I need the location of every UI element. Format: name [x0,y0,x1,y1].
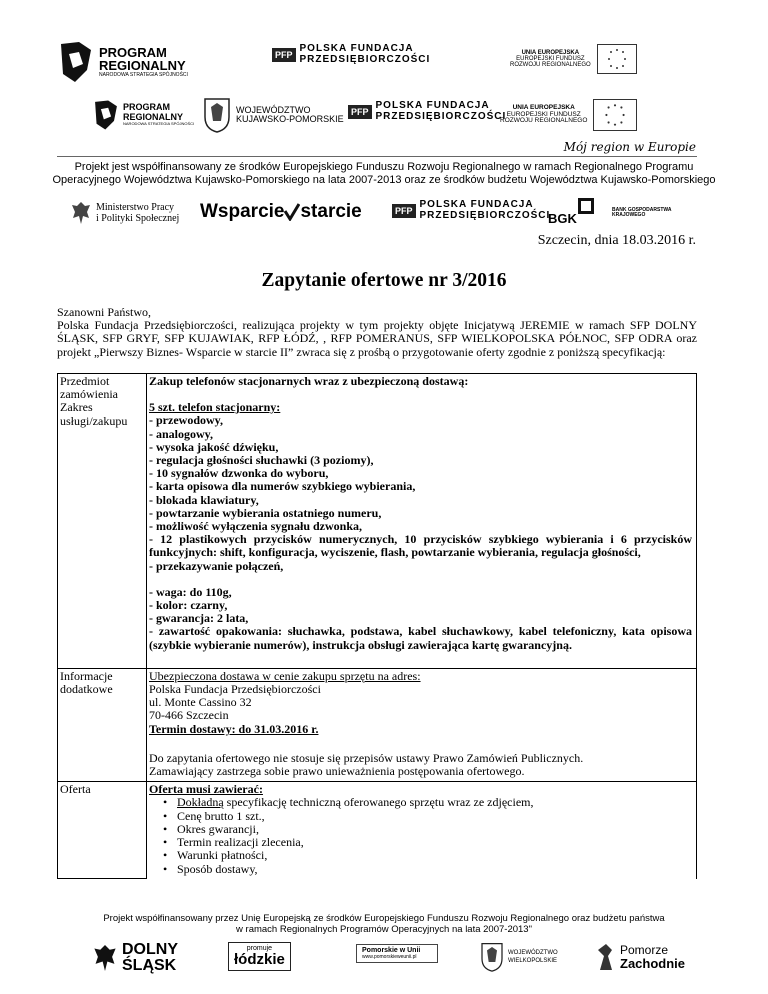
check-icon [284,203,300,221]
info-cell: Ubezpieczona dostawa w cenie zakupu sprzętu na adres: Polska Fundacja Przedsiębiorczości ul. Monte Cassino 32 70-466 Szczecin Termin dostawy: do 31.03.2016 r. Do zapytania ofertowego nie stosuje się przepisów ustawy Prawo Zamówień Publicznych. Zamawiający zastrzega sobie prawo unieważnienia postępowania ofertowego. [147,668,697,781]
label-przedmiot: Przedmiot zamówienia Zakres usługi/zakupu [58,374,147,669]
pfp-logo-third: PFP POLSKA FUNDACJA PRZEDSIĘBIORCZOŚCI [392,200,550,221]
table-row [58,668,697,781]
table-row [58,782,697,879]
eu-logo-second: UNIA EUROPEJSKA EUROPEJSKI FUNDUSZ ROZWOJU REGIONALNEGO [500,99,637,131]
document-date: Szczecin, dnia 18.03.2016 r. [537,233,696,248]
pomorskie-logo: Pomorskie w Unii www.pomorskieweunii.pl [356,944,438,963]
pomorze-zachodnie-logo: Pomorze Zachodnie [596,942,685,972]
list-item: • Okres gwarancji, [163,823,692,836]
eagle-icon [70,200,92,226]
pfp-logo-second: PFP POLSKA FUNDACJA PRZEDSIĘBIORCZOŚCI [348,101,506,122]
pfp-mark: PFP [272,48,296,62]
coat-of-arms-icon [203,97,231,133]
spec-cell: Zakup telefonów stacjonarnych wraz z ubezpieczoną dostawą: 5 szt. telefon stacjonarny: - przewodowy, - analogowy, - wysoka jakość dźwięku, - regulacja głośności słuchawki (3 poziomy), - 10 sygnałów dzwonka do wyboru, - karta opisowa dla numerów szybkiego wybierania, - blokada klawiatury, - powtarzanie wybierania ostatniego numeru, - możliwość wyłączenia sygnału dzwonka, - 12 plastikowych przycisków numerycznych, 10 przycisków szybkiego wybierania i 6 przycisków funkcyjnych: shift, konfiguracja, wyciszenie, flash, powtarzanie wybierania, regulacja głośności, - przekazywanie połączeń, - waga: do 110g, - kolor: czarny, - gwarancja: 2 lata, - zawartość opakowania: słuchawka, podstawa, kabel słuchawkowy, kabel telefoniczny, kata opisowa (szybkie wybieranie numerów), instrukcja obsługi zawierająca kartę gwarancyjną. [147,374,697,669]
slogan: Mój region w Europie [563,140,696,154]
map-icon [57,40,95,84]
dolny-slask-logo: DOLNY ŚLĄSK [92,942,178,974]
wsparcie-logo: Wsparcie starcie [200,201,362,222]
pfp-logo-top: PFP POLSKA FUNDACJA PRZEDSIĘBIORCZOŚCI [272,44,430,65]
list-item: • Termin realizacji zlecenia, [163,836,692,849]
project-line: Projekt jest współfinansowany ze środków Europejskiego Funduszu Rozwoju Regionalnego w ramach Regionalnego Programu Operacyjnego Województwa Kujawsko-Pomorskiego na lata 2007-2013 oraz ze środków budżetu Województwa Kujawsko-Pomorskiego [52,161,716,186]
label-informacje: Informacje dodatkowe [58,668,147,781]
pfp-mark: PFP [392,204,416,218]
table-row [58,374,697,669]
logo-row-third [0,198,768,234]
griffin-icon [596,942,616,972]
offer-list [149,796,692,875]
program-regionalny-logo-2: PROGRAM REGIONALNY NARODOWA STRATEGIA SPÓJNOŚCI [92,99,194,131]
label-oferta: Oferta [58,782,147,879]
list-item: • Warunki płatności, [163,849,692,862]
list-item: • Cenę brutto 1 szt., [163,810,692,823]
coat-of-arms-icon [480,942,504,972]
eu-flag-icon [597,44,637,74]
list-item: • Dokładną specyfikację techniczną oferowanego sprzętu wraz ze zdjęciem, [163,796,692,809]
bottom-logos [0,940,768,990]
document-title: Zapytanie ofertowe nr 3/2016 [261,270,507,291]
eagle-icon [92,942,118,974]
footer-text: Projekt współfinansowany przez Unię Europejską ze środków Europejskiego Funduszu Rozwoju Regionalnego oraz budżetu państwa w ramach Regionalnych Programów Operacyjnych na lata 2007-2013" [103,913,665,935]
lodzkie-logo: promuje łódzkie [228,942,291,971]
kujawsko-pomorskie-logo: WOJEWÓDZTWO KUJAWSKO-POMORSKIE [203,97,344,133]
logo-row-second [0,95,768,145]
bgk-square-icon [578,198,594,214]
specification-table [57,373,697,879]
map-icon [92,99,120,131]
logo-row-top [0,40,768,90]
header-divider [57,156,697,157]
eu-flag-icon [593,99,637,131]
eu-logo-top: UNIA EUROPEJSKA EUROPEJSKI FUNDUSZ ROZWOJU REGIONALNEGO [510,44,637,74]
wielkopolskie-logo: WOJEWÓDZTWO WIELKOPOLSKIE [480,942,558,972]
intro-text: Szanowni Państwo, Polska Fundacja Przedsiębiorczości, realizująca projekty w tym projekty objęte Inicjatywą JEREMIE w ramach SFP DOLNY ŚLĄSK, SFP GRYF, SFP KUJAWIAK, RFP ŁÓDŹ, , RFP POMERANUS, SFP WIELKOPOLSKA PÓŁNOC, SFP ODRA oraz projekt „Pierwszy Biznes- Wsparcie w starcie II” zwraca się z prośbą o przygotowanie oferty zgodnie z poniższą specyfikacją: [57,305,697,359]
ministry-logo: Ministerstwo Pracy i Polityki Społecznej [70,200,179,226]
bgk-logo: BGK BANK GOSPODARSTWA KRAJOWEGO [548,198,671,228]
offer-cell: Oferta musi zawierać: • Dokładną specyfikację techniczną oferowanego sprzętu wraz ze zdjęciem, • Cenę brutto 1 szt., • Okres gwarancji, • Termin realizacji zlecenia, • Warunki płatności, • Sposób dostawy, [147,782,697,879]
list-item: • Sposób dostawy, [163,863,692,876]
program-regionalny-logo: PROGRAM REGIONALNY NARODOWA STRATEGIA SPÓJNOŚCI [57,40,188,84]
pfp-mark: PFP [348,105,372,119]
